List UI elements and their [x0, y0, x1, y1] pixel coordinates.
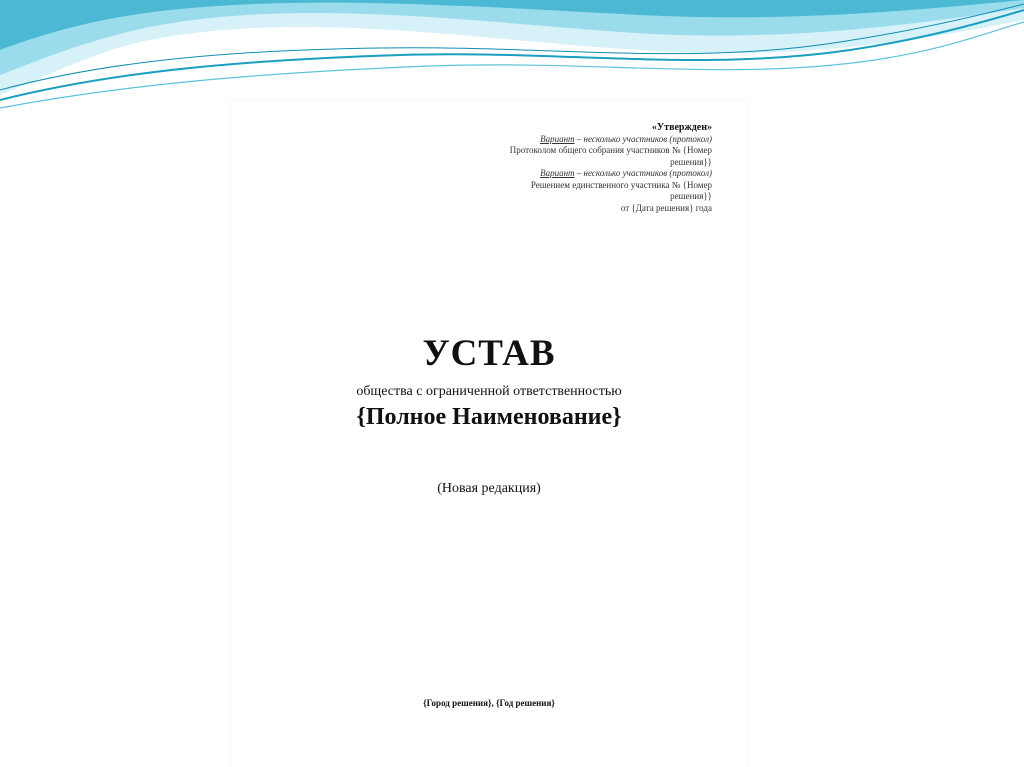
approval-line-5: от {Дата решения} года: [620, 202, 712, 213]
approval-line-2: решения}}: [670, 156, 712, 167]
charter-subtitle: общества с ограниченной ответственностью: [356, 384, 622, 399]
approved-title: «Утвержден»: [651, 122, 712, 133]
approval-variant-2: [432, 168, 712, 180]
company-name: {Полное Наименование}: [356, 404, 622, 430]
variant-1-rest: – несколько участников (протокол): [574, 133, 712, 144]
place-year: {Город решения}, {Год решения}: [423, 698, 555, 708]
approval-line-3: Решением единственного участника № {Номер: [530, 179, 712, 190]
approval-line-1: Протоколом общего собрания участников № {Номер: [509, 145, 712, 155]
charter-title: УСТАВ: [422, 333, 556, 374]
approval-line-4: решения}}: [670, 191, 712, 201]
approval-variant-1: [432, 134, 712, 146]
variant-1-word: Вариант: [540, 133, 575, 144]
edition-label: (Новая редакция): [437, 481, 541, 496]
variant-2-word: Вариант: [540, 168, 575, 178]
variant-2-rest: – несколько участников (протокол): [574, 168, 712, 178]
approval-block: [432, 122, 712, 214]
document-page: [231, 100, 747, 767]
